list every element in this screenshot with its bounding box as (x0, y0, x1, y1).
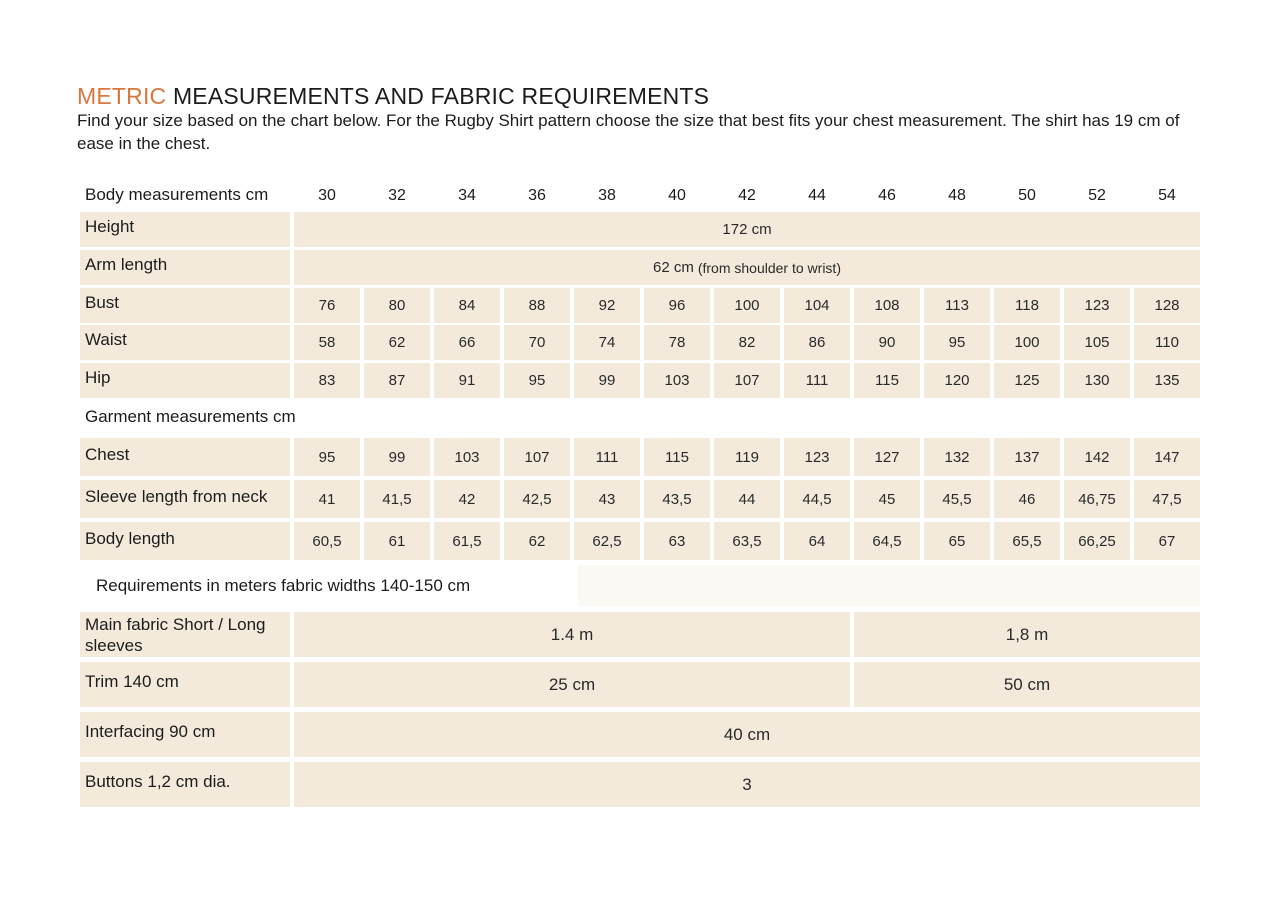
measurement-cell: 95 (504, 363, 570, 398)
measurement-cell: 132 (924, 438, 990, 476)
requirements-heading: Requirements in meters fabric widths 140-150 cm (84, 565, 578, 606)
measurement-cell: 45 (854, 480, 920, 518)
measurement-cell: 118 (994, 288, 1060, 323)
size-header: 42 (738, 187, 756, 204)
measurement-cell: 78 (644, 325, 710, 360)
row-label-buttons: Buttons 1,2 cm dia. (80, 762, 290, 807)
row-label-garment: Chest (80, 438, 290, 476)
measurement-cell: 105 (1064, 325, 1130, 360)
measurement-cell: 120 (924, 363, 990, 398)
row-label-garment: Body length (80, 522, 290, 560)
measurement-cell: 64 (784, 522, 850, 560)
measurement-cell: 88 (504, 288, 570, 323)
measurement-cell: 92 (574, 288, 640, 323)
measurement-cell: 95 (294, 438, 360, 476)
arm-length-note: (from shoulder to wrist) (697, 259, 841, 276)
measurement-cell: 82 (714, 325, 780, 360)
measurement-cell: 63 (644, 522, 710, 560)
size-header: 34 (458, 187, 476, 204)
row-label-main-fabric: Main fabric Short / Long sleeves (80, 612, 290, 657)
row-label-trim: Trim 140 cm (80, 662, 290, 707)
measurement-cell: 115 (644, 438, 710, 476)
size-header: 46 (878, 187, 896, 204)
height-value: 172 cm (294, 212, 1200, 247)
measurement-cell: 107 (714, 363, 780, 398)
measurement-cell: 142 (1064, 438, 1130, 476)
measurement-cell: 96 (644, 288, 710, 323)
measurement-cell: 100 (714, 288, 780, 323)
size-header: 36 (528, 187, 546, 204)
row-label-height: Height (80, 212, 290, 247)
interfacing-value: 40 cm (294, 712, 1200, 757)
size-header: 38 (598, 187, 616, 204)
measurement-cell: 95 (924, 325, 990, 360)
measurement-cell: 127 (854, 438, 920, 476)
measurement-cell: 42 (434, 480, 500, 518)
measurement-cell: 60,5 (294, 522, 360, 560)
arm-length-number: 62 cm (652, 259, 694, 276)
size-header: 52 (1088, 187, 1106, 204)
size-header: 50 (1018, 187, 1036, 204)
measurement-cell: 111 (574, 438, 640, 476)
measurement-cell: 62 (364, 325, 430, 360)
garment-measurements-heading: Garment measurements cm (85, 407, 296, 426)
trim-small-sizes: 25 cm (294, 662, 850, 707)
buttons-value: 3 (294, 762, 1200, 807)
body-measurements-heading: Body measurements cm (85, 185, 269, 204)
measurement-cell: 103 (434, 438, 500, 476)
measurement-cell: 46,75 (1064, 480, 1130, 518)
measurement-cell: 64,5 (854, 522, 920, 560)
measurement-cell: 115 (854, 363, 920, 398)
row-label-garment: Sleeve length from neck (80, 480, 290, 518)
measurement-cell: 128 (1134, 288, 1200, 323)
measurement-cell: 46 (994, 480, 1060, 518)
measurement-cell: 130 (1064, 363, 1130, 398)
trim-large-sizes: 50 cm (854, 662, 1200, 707)
measurement-cell: 104 (784, 288, 850, 323)
measurement-cell: 84 (434, 288, 500, 323)
measurement-cell: 47,5 (1134, 480, 1200, 518)
measurement-cell: 62,5 (574, 522, 640, 560)
size-header: 48 (948, 187, 966, 204)
measurement-cell: 42,5 (504, 480, 570, 518)
measurement-cell: 43,5 (644, 480, 710, 518)
title-accent: METRIC (77, 83, 167, 109)
measurement-cell: 74 (574, 325, 640, 360)
row-label-arm-length: Arm length (80, 250, 290, 285)
measurement-cell: 83 (294, 363, 360, 398)
row-label-bust: Bust (80, 288, 290, 323)
measurement-cell: 100 (994, 325, 1060, 360)
size-header: 40 (668, 187, 686, 204)
measurement-cell: 80 (364, 288, 430, 323)
measurement-cell: 135 (1134, 363, 1200, 398)
measurement-cell: 61,5 (434, 522, 500, 560)
measurement-cell: 66,25 (1064, 522, 1130, 560)
measurement-cell: 41 (294, 480, 360, 518)
measurement-cell: 87 (364, 363, 430, 398)
row-label-hip: Hip (80, 363, 290, 398)
measurement-cell: 90 (854, 325, 920, 360)
measurement-cell: 66 (434, 325, 500, 360)
measurement-cell: 65,5 (994, 522, 1060, 560)
measurement-cell: 103 (644, 363, 710, 398)
size-header: 54 (1158, 187, 1176, 204)
measurement-cell: 107 (504, 438, 570, 476)
measurement-cell: 70 (504, 325, 570, 360)
measurement-cell: 113 (924, 288, 990, 323)
measurement-cell: 43 (574, 480, 640, 518)
title-rest: MEASUREMENTS AND FABRIC REQUIREMENTS (172, 83, 710, 109)
measurement-cell: 125 (994, 363, 1060, 398)
measurement-cell: 99 (364, 438, 430, 476)
row-label-waist: Waist (80, 325, 290, 360)
size-header: 30 (318, 187, 336, 204)
measurement-cell: 111 (784, 363, 850, 398)
measurement-cell: 45,5 (924, 480, 990, 518)
measurement-cell: 67 (1134, 522, 1200, 560)
arm-length-value (294, 250, 1200, 285)
measurement-cell: 65 (924, 522, 990, 560)
measurement-cell: 123 (1064, 288, 1130, 323)
main-fabric-small-sizes: 1.4 m (294, 612, 850, 657)
measurement-cell: 86 (784, 325, 850, 360)
measurement-cell: 41,5 (364, 480, 430, 518)
measurement-cell: 76 (294, 288, 360, 323)
measurement-cell: 119 (714, 438, 780, 476)
measurement-cell: 123 (784, 438, 850, 476)
size-header: 44 (808, 187, 826, 204)
measurement-cell: 110 (1134, 325, 1200, 360)
measurement-cell: 44 (714, 480, 780, 518)
size-header: 32 (388, 187, 406, 204)
measurement-cell: 62 (504, 522, 570, 560)
measurement-cell: 108 (854, 288, 920, 323)
measurement-cell: 147 (1134, 438, 1200, 476)
intro-text: Find your size based on the chart below. For the Rugby Shirt pattern choose the size that best fits your chest measurement. The shirt has 19 cm of ease in the chest. (77, 111, 1180, 153)
measurement-cell: 63,5 (714, 522, 780, 560)
main-fabric-large-sizes: 1,8 m (854, 612, 1200, 657)
measurement-cell: 99 (574, 363, 640, 398)
measurement-cell: 137 (994, 438, 1060, 476)
row-label-interfacing: Interfacing 90 cm (80, 712, 290, 757)
measurement-cell: 61 (364, 522, 430, 560)
measurement-cell: 58 (294, 325, 360, 360)
measurement-cell: 44,5 (784, 480, 850, 518)
measurement-cell: 91 (434, 363, 500, 398)
